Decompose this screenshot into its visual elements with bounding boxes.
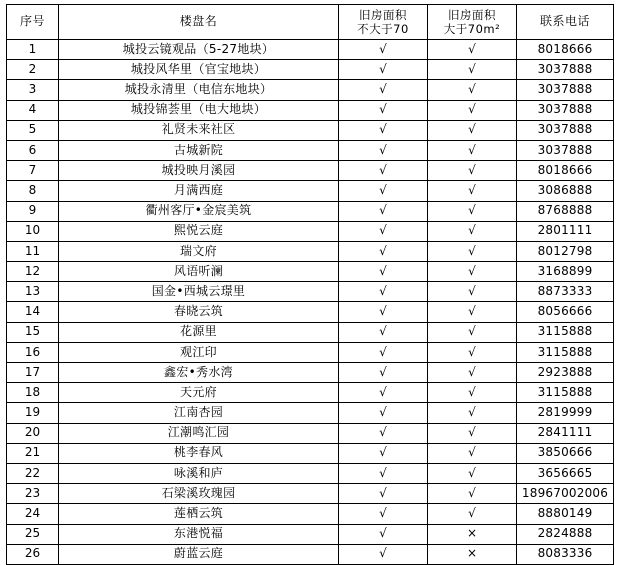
table-row bbox=[7, 282, 614, 302]
cell-index: 1 bbox=[7, 40, 59, 60]
cell-index: 18 bbox=[7, 383, 59, 403]
cell-property-name: 观江印 bbox=[59, 342, 339, 362]
cell-index: 11 bbox=[7, 241, 59, 261]
check-icon: √ bbox=[428, 100, 517, 120]
cell-contact-phone: 3656665 bbox=[517, 463, 614, 483]
cell-contact-phone: 8083336 bbox=[517, 544, 614, 564]
check-icon: √ bbox=[428, 322, 517, 342]
table-row bbox=[7, 302, 614, 322]
cell-contact-phone: 3037888 bbox=[517, 60, 614, 80]
cell-property-name: 城投永清里（电信东地块） bbox=[59, 80, 339, 100]
table-row bbox=[7, 80, 614, 100]
cell-property-name: 城投云镜观品（5-27地块） bbox=[59, 40, 339, 60]
cross-icon: × bbox=[428, 524, 517, 544]
check-icon: √ bbox=[339, 322, 428, 342]
column-header-large-area bbox=[428, 5, 517, 40]
check-icon: √ bbox=[428, 80, 517, 100]
table-header bbox=[7, 5, 614, 40]
cell-contact-phone: 3115888 bbox=[517, 383, 614, 403]
large-area-line-2: 大于70m² bbox=[443, 22, 501, 36]
cell-property-name: 东港悦福 bbox=[59, 524, 339, 544]
table-row bbox=[7, 342, 614, 362]
check-icon: √ bbox=[428, 181, 517, 201]
check-icon: √ bbox=[428, 504, 517, 524]
cell-index: 12 bbox=[7, 262, 59, 282]
check-icon: √ bbox=[428, 383, 517, 403]
cell-contact-phone: 2819999 bbox=[517, 403, 614, 423]
cell-index: 4 bbox=[7, 100, 59, 120]
check-icon: √ bbox=[339, 403, 428, 423]
cell-property-name: 国金•西城云璟里 bbox=[59, 282, 339, 302]
check-icon: √ bbox=[339, 201, 428, 221]
cell-index: 20 bbox=[7, 423, 59, 443]
large-area-line-1: 旧房面积 bbox=[448, 7, 496, 22]
cell-contact-phone: 18967002006 bbox=[517, 484, 614, 504]
check-icon: √ bbox=[339, 80, 428, 100]
cell-contact-phone: 2923888 bbox=[517, 363, 614, 383]
cell-contact-phone: 3037888 bbox=[517, 80, 614, 100]
check-icon: √ bbox=[428, 363, 517, 383]
property-listing-table bbox=[6, 4, 614, 565]
table-row bbox=[7, 423, 614, 443]
cell-index: 13 bbox=[7, 282, 59, 302]
check-icon: √ bbox=[428, 484, 517, 504]
check-icon: √ bbox=[428, 60, 517, 80]
cell-index: 21 bbox=[7, 443, 59, 463]
table-row bbox=[7, 383, 614, 403]
cell-contact-phone: 8768888 bbox=[517, 201, 614, 221]
check-icon: √ bbox=[339, 342, 428, 362]
cell-contact-phone: 8018666 bbox=[517, 161, 614, 181]
cell-index: 2 bbox=[7, 60, 59, 80]
check-icon: √ bbox=[339, 443, 428, 463]
cell-contact-phone: 3086888 bbox=[517, 181, 614, 201]
check-icon: √ bbox=[428, 262, 517, 282]
check-icon: √ bbox=[339, 524, 428, 544]
table-row bbox=[7, 544, 614, 564]
table-row bbox=[7, 524, 614, 544]
cell-property-name: 石梁溪玫瑰园 bbox=[59, 484, 339, 504]
check-icon: √ bbox=[428, 201, 517, 221]
cell-property-name: 城投映月溪园 bbox=[59, 161, 339, 181]
table-row bbox=[7, 241, 614, 261]
check-icon: √ bbox=[428, 403, 517, 423]
table-row bbox=[7, 40, 614, 60]
cell-property-name: 天元府 bbox=[59, 383, 339, 403]
check-icon: √ bbox=[428, 463, 517, 483]
check-icon: √ bbox=[339, 120, 428, 140]
check-icon: √ bbox=[339, 181, 428, 201]
cell-contact-phone: 3115888 bbox=[517, 342, 614, 362]
table-row bbox=[7, 403, 614, 423]
cell-contact-phone: 8880149 bbox=[517, 504, 614, 524]
table-row bbox=[7, 484, 614, 504]
check-icon: √ bbox=[339, 544, 428, 564]
cell-index: 6 bbox=[7, 140, 59, 160]
cell-property-name: 衢州客厅•金宸美筑 bbox=[59, 201, 339, 221]
check-icon: √ bbox=[339, 140, 428, 160]
cell-contact-phone: 2801111 bbox=[517, 221, 614, 241]
check-icon: √ bbox=[339, 60, 428, 80]
check-icon: √ bbox=[339, 221, 428, 241]
cross-icon: × bbox=[428, 544, 517, 564]
cell-property-name: 月满西庭 bbox=[59, 181, 339, 201]
check-icon: √ bbox=[428, 342, 517, 362]
table-row bbox=[7, 161, 614, 181]
cell-property-name: 鑫宏•秀水湾 bbox=[59, 363, 339, 383]
cell-property-name: 风语听澜 bbox=[59, 262, 339, 282]
cell-property-name: 咏溪和庐 bbox=[59, 463, 339, 483]
check-icon: √ bbox=[339, 161, 428, 181]
small-area-line-1: 旧房面积 bbox=[359, 7, 407, 22]
cell-property-name: 桃李春风 bbox=[59, 443, 339, 463]
cell-contact-phone: 3168899 bbox=[517, 262, 614, 282]
cell-contact-phone: 2841111 bbox=[517, 423, 614, 443]
check-icon: √ bbox=[428, 221, 517, 241]
table-row bbox=[7, 60, 614, 80]
check-icon: √ bbox=[339, 40, 428, 60]
cell-contact-phone: 3037888 bbox=[517, 100, 614, 120]
cell-property-name: 古城新院 bbox=[59, 140, 339, 160]
column-header-phone: 联系电话 bbox=[517, 5, 614, 40]
cell-index: 7 bbox=[7, 161, 59, 181]
check-icon: √ bbox=[428, 282, 517, 302]
cell-index: 16 bbox=[7, 342, 59, 362]
cell-index: 17 bbox=[7, 363, 59, 383]
check-icon: √ bbox=[339, 100, 428, 120]
check-icon: √ bbox=[339, 463, 428, 483]
table-row bbox=[7, 463, 614, 483]
cell-property-name: 礼贤未来社区 bbox=[59, 120, 339, 140]
cell-contact-phone: 3037888 bbox=[517, 140, 614, 160]
check-icon: √ bbox=[428, 443, 517, 463]
cell-index: 8 bbox=[7, 181, 59, 201]
small-area-line-2: 不大于70 bbox=[357, 22, 409, 36]
cell-index: 24 bbox=[7, 504, 59, 524]
check-icon: √ bbox=[428, 140, 517, 160]
cell-property-name: 熙悦云庭 bbox=[59, 221, 339, 241]
cell-contact-phone: 8873333 bbox=[517, 282, 614, 302]
header-row bbox=[7, 5, 614, 40]
check-icon: √ bbox=[428, 423, 517, 443]
check-icon: √ bbox=[428, 241, 517, 261]
cell-contact-phone: 8012798 bbox=[517, 241, 614, 261]
table-row bbox=[7, 363, 614, 383]
check-icon: √ bbox=[339, 423, 428, 443]
cell-index: 26 bbox=[7, 544, 59, 564]
cell-contact-phone: 8056666 bbox=[517, 302, 614, 322]
table-row bbox=[7, 100, 614, 120]
check-icon: √ bbox=[428, 40, 517, 60]
cell-contact-phone: 8018666 bbox=[517, 40, 614, 60]
check-icon: √ bbox=[339, 484, 428, 504]
check-icon: √ bbox=[339, 282, 428, 302]
check-icon: √ bbox=[339, 262, 428, 282]
table-row bbox=[7, 262, 614, 282]
cell-index: 5 bbox=[7, 120, 59, 140]
cell-property-name: 江潮鸣汇园 bbox=[59, 423, 339, 443]
cell-index: 14 bbox=[7, 302, 59, 322]
cell-index: 19 bbox=[7, 403, 59, 423]
column-header-index: 序号 bbox=[7, 5, 59, 40]
cell-index: 25 bbox=[7, 524, 59, 544]
cell-property-name: 江南杏园 bbox=[59, 403, 339, 423]
check-icon: √ bbox=[339, 302, 428, 322]
cell-property-name: 花源里 bbox=[59, 322, 339, 342]
cell-contact-phone: 3115888 bbox=[517, 322, 614, 342]
table-row bbox=[7, 221, 614, 241]
cell-property-name: 春晓云筑 bbox=[59, 302, 339, 322]
cell-property-name: 城投风华里（官宝地块） bbox=[59, 60, 339, 80]
cell-index: 10 bbox=[7, 221, 59, 241]
column-header-name: 楼盘名 bbox=[59, 5, 339, 40]
check-icon: √ bbox=[339, 241, 428, 261]
table-row bbox=[7, 504, 614, 524]
table-body bbox=[7, 40, 614, 565]
cell-index: 23 bbox=[7, 484, 59, 504]
table-row bbox=[7, 322, 614, 342]
cell-property-name: 瑞文府 bbox=[59, 241, 339, 261]
table-row bbox=[7, 181, 614, 201]
cell-property-name: 城投锦荟里（电大地块） bbox=[59, 100, 339, 120]
check-icon: √ bbox=[339, 504, 428, 524]
table-row bbox=[7, 201, 614, 221]
cell-contact-phone: 3037888 bbox=[517, 120, 614, 140]
cell-index: 3 bbox=[7, 80, 59, 100]
check-icon: √ bbox=[339, 363, 428, 383]
check-icon: √ bbox=[428, 120, 517, 140]
cell-contact-phone: 2824888 bbox=[517, 524, 614, 544]
column-header-small-area bbox=[339, 5, 428, 40]
check-icon: √ bbox=[428, 161, 517, 181]
cell-property-name: 蔚蓝云庭 bbox=[59, 544, 339, 564]
check-icon: √ bbox=[428, 302, 517, 322]
cell-index: 9 bbox=[7, 201, 59, 221]
cell-index: 15 bbox=[7, 322, 59, 342]
cell-property-name: 莲栖云筑 bbox=[59, 504, 339, 524]
table-row bbox=[7, 140, 614, 160]
cell-contact-phone: 3850666 bbox=[517, 443, 614, 463]
table-row bbox=[7, 120, 614, 140]
table-row bbox=[7, 443, 614, 463]
cell-index: 22 bbox=[7, 463, 59, 483]
check-icon: √ bbox=[339, 383, 428, 403]
